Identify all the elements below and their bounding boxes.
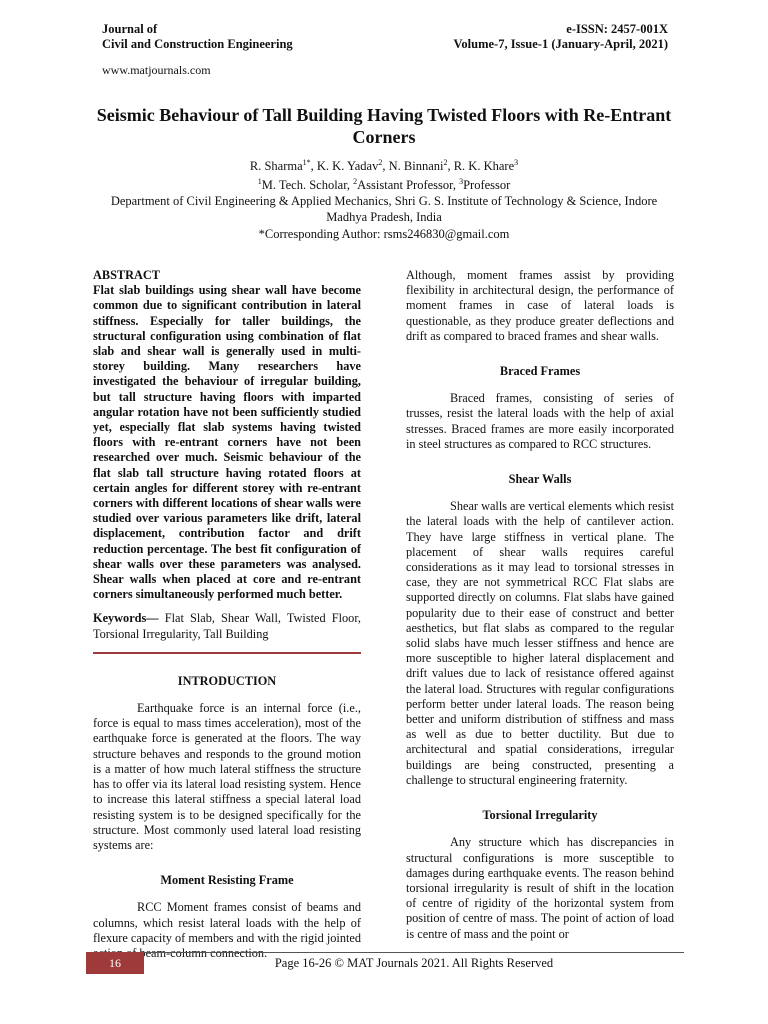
volume-info: Volume-7, Issue-1 (January-April, 2021) (453, 37, 668, 51)
author-list: R. Sharma$^{1*}$, K. K. Yadav$^2$, N. Binnani$^2$, R. K. Khare$^3$ (249, 158, 519, 174)
braced-frames-heading: Braced Frames (499, 364, 581, 379)
footer-rule (144, 952, 684, 953)
abstract-body: Flat slab buildings using shear wall have become common due to significant contribution in lateral stiffness. Especially for taller buildings, the structural configuration using combination of flat slab and shear wall is generally used in multi-storey building. Many researchers have investigated the behaviour of irregular building, but tall structure having floors with imparted angular rotation have not been sufficiently studied yet, especially flat slab systems having twisted floors with re-entrant corners have not been researched over much. Seismic behaviour of the flat slab tall structure having rotated floors at certain angles for different storey with re-entrant corners with different locations of shear walls were studied over various parameters like drift, lateral displacement, contribution factor and drift reduction percentage. The best fit configuration of shear walls over these parameters was analysed. Shear walls when placed at core and re-entrant corners simultaneously performed much better. (93, 283, 361, 602)
shear-walls-heading: Shear Walls (508, 472, 572, 487)
journal-name-line1: Journal of (102, 22, 158, 36)
left-column (93, 268, 361, 961)
torsional-paragraph: Any structure which has discrepancies in structural configurations is more susceptible to damages during earthquake events. The reason behind torsional irregularity is result of shift in the location of centre of rigidity of the horizontal system from position of centre of mass. The point of action of load is centre of mass and the point or (406, 835, 674, 941)
author-block (80, 155, 688, 225)
department: Department of Civil Engineering & Applied Mechanics, Shri G. S. Institute of Technology & Science, Indore (110, 194, 658, 209)
footer-copyright: Page 16-26 © MAT Journals 2021. All Rights Reserved (274, 956, 554, 970)
page-number: 16 (86, 952, 144, 974)
journal-name-line2: Civil and Construction Engineering (102, 37, 293, 51)
introduction-heading: INTRODUCTION (177, 673, 277, 688)
right-column (406, 268, 674, 942)
author-roles: $^1$M. Tech. Scholar, $^2$Assistant Professor, $^3$Professor (257, 177, 511, 193)
moment-frame-paragraph-2: Although, moment frames assist by providing flexibility in architectural design, the performance of moment frames in case of lateral loads is questionable, as they produce greater deflections and drift as compared to braced frames and shear walls. (406, 268, 674, 343)
paper-title: Seismic Behaviour of Tall Building Having Twisted Floors with Re-Entrant Corners (96, 105, 672, 147)
introduction-paragraph: Earthquake force is an internal force (i.e., force is equal to mass times acceleration), most of the earthquake force is generated at the floors. The way structure behaves and responds to the ground motion is a matter of how much lateral stiffness the structure has to offer via its lateral load resisting system. Hence to increase this lateral stiffness a special lateral load resisting system is to be designed specifically for the structure. Most commonly used lateral load resisting systems are: (93, 701, 361, 852)
braced-frames-paragraph: Braced frames, consisting of series of trusses, resist the lateral loads with the help of axial stresses. Braced frames are more easily incorporated in steel structures as compared to RCC structures. (406, 391, 674, 451)
moment-frame-heading: Moment Resisting Frame (160, 873, 294, 888)
shear-walls-paragraph: Shear walls are vertical elements which resist the lateral loads with the help of cantilever action. They have large stiffness in vertical plane. The placement of shear walls requires careful considerations as it may lead to torsional stresses in case, they are not symmetrical RCC Flat slabs are supported directly on columns. Flat slabs have gained popularity due to their ease of construct and better aesthetics, but flat slabs as compared to the regular solid slabs have much lesser stiffness and hence are more susceptible to higher lateral displacement and drift values due to lack of resistance offered against the lateral load. Structures with regular configurations perform better under lateral loads. The reason being better and uniform distribution of stiffness and mass as well as due to better ductility. But due to architectural and spatial considerations, irregular buildings are being constructed, presenting a challenge to structural engineering fraternity. (406, 499, 674, 787)
issn: e-ISSN: 2457-001X (566, 22, 668, 36)
location: Madhya Pradesh, India (326, 210, 442, 225)
section-divider (93, 652, 361, 654)
website-link[interactable]: www.matjournals.com (102, 63, 211, 77)
keywords-label: Keywords— (93, 611, 159, 626)
moment-frame-paragraph: RCC Moment frames consist of beams and columns, which resist lateral loads with the help of flexure capacity of members and with the rigid jointed (93, 900, 361, 945)
abstract-heading: ABSTRACT (93, 268, 160, 282)
issue-header (454, 22, 668, 52)
journal-header (102, 22, 293, 52)
keywords (93, 611, 361, 641)
keywords-text: Flat Slab, Shear Wall, Twisted Floor, Torsional Irregularity, Tall Building (93, 611, 361, 641)
corresponding-author: *Corresponding Author: rsms246830@gmail.com (258, 227, 510, 241)
torsional-heading: Torsional Irregularity (482, 808, 598, 823)
